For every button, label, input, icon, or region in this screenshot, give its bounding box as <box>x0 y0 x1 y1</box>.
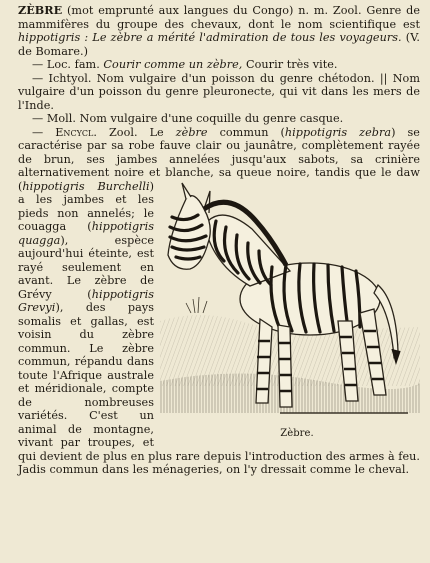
scientific-name-grevy: hippotigris Grevyi <box>18 287 154 314</box>
locution-example: Courir comme un zèbre, <box>103 58 243 71</box>
couagga-text: ) a les jambes et les pieds non annelés; le couagga ( <box>18 179 154 233</box>
encyclopedia-term: zèbre <box>175 125 208 139</box>
scientific-name-daw: hippotigris Burchelli <box>22 179 150 193</box>
headword: ZÈBRE <box>18 3 63 17</box>
zebra-engraving <box>160 181 420 426</box>
entry-ichtyology: — Ichtyol. Nom vulgaire d'un poisson du genre chétodon. || Nom vulgaire d'un poisson du genre pleuronecte, qui vit dans les mers de l'Inde. <box>18 71 420 112</box>
etymology-text: (mot emprunté aux langues du Congo) n. m. Zool. Genre de mammifères du groupe des chevaux, dont le nom scientifique est <box>18 4 420 31</box>
encyclopedia-text: commun ( <box>207 125 285 139</box>
grevy-description: ), des pays somalis et gallas, est voisin du zèbre commun. Le zèbre commun, répandu dans toute l'Afrique australe et méridionale, compte de nombreuses variétés. C'est un animal de montagne, vivant par troupes, et qui devient de plus en plus rare depuis l'introduction des armes à feu. Jadis commun dans les ménageries, on l'y dressait comme le cheval. <box>18 301 420 476</box>
quote-source: (V. de Bomare.) <box>18 31 420 58</box>
quagga-description: ), espèce aujourd'hui éteinte, est rayé seulement en avant. Le zèbre de Grévy ( <box>18 233 154 301</box>
locution-meaning: Courir très vite. <box>242 58 338 71</box>
zebra-illustration <box>160 181 420 446</box>
encyclopedia-description: ) se caractérise par sa robe fauve clair ou jaunâtre, complètement rayée de brun, ses jambes annelées jusqu'aux sabots, sa crinière alternativement noire et blanche, sa queue noire, tandis que le daw ( <box>18 125 420 193</box>
dictionary-entry-zebre <box>18 4 420 477</box>
scientific-name: hippotigris <box>18 31 81 44</box>
entry-definition <box>18 4 420 58</box>
locution-label: — Loc. fam. <box>32 58 104 71</box>
entry-locution <box>18 58 420 72</box>
example-quote: : Le zèbre a mérité l'admiration de tous les voyageurs. <box>80 31 402 44</box>
scientific-name-zebra: hippotigris zebra <box>284 125 392 139</box>
encyclopedia-label: — Encycl. <box>32 125 97 139</box>
entry-encyclopedia <box>18 126 420 477</box>
figure-caption: Zèbre. <box>280 427 314 439</box>
scientific-name-quagga: hippotigris quagga <box>18 220 154 247</box>
entry-mollusc: — Moll. Nom vulgaire d'une coquille du genre casque. <box>32 112 344 125</box>
encyclopedia-intro: Zool. Le <box>96 125 176 139</box>
